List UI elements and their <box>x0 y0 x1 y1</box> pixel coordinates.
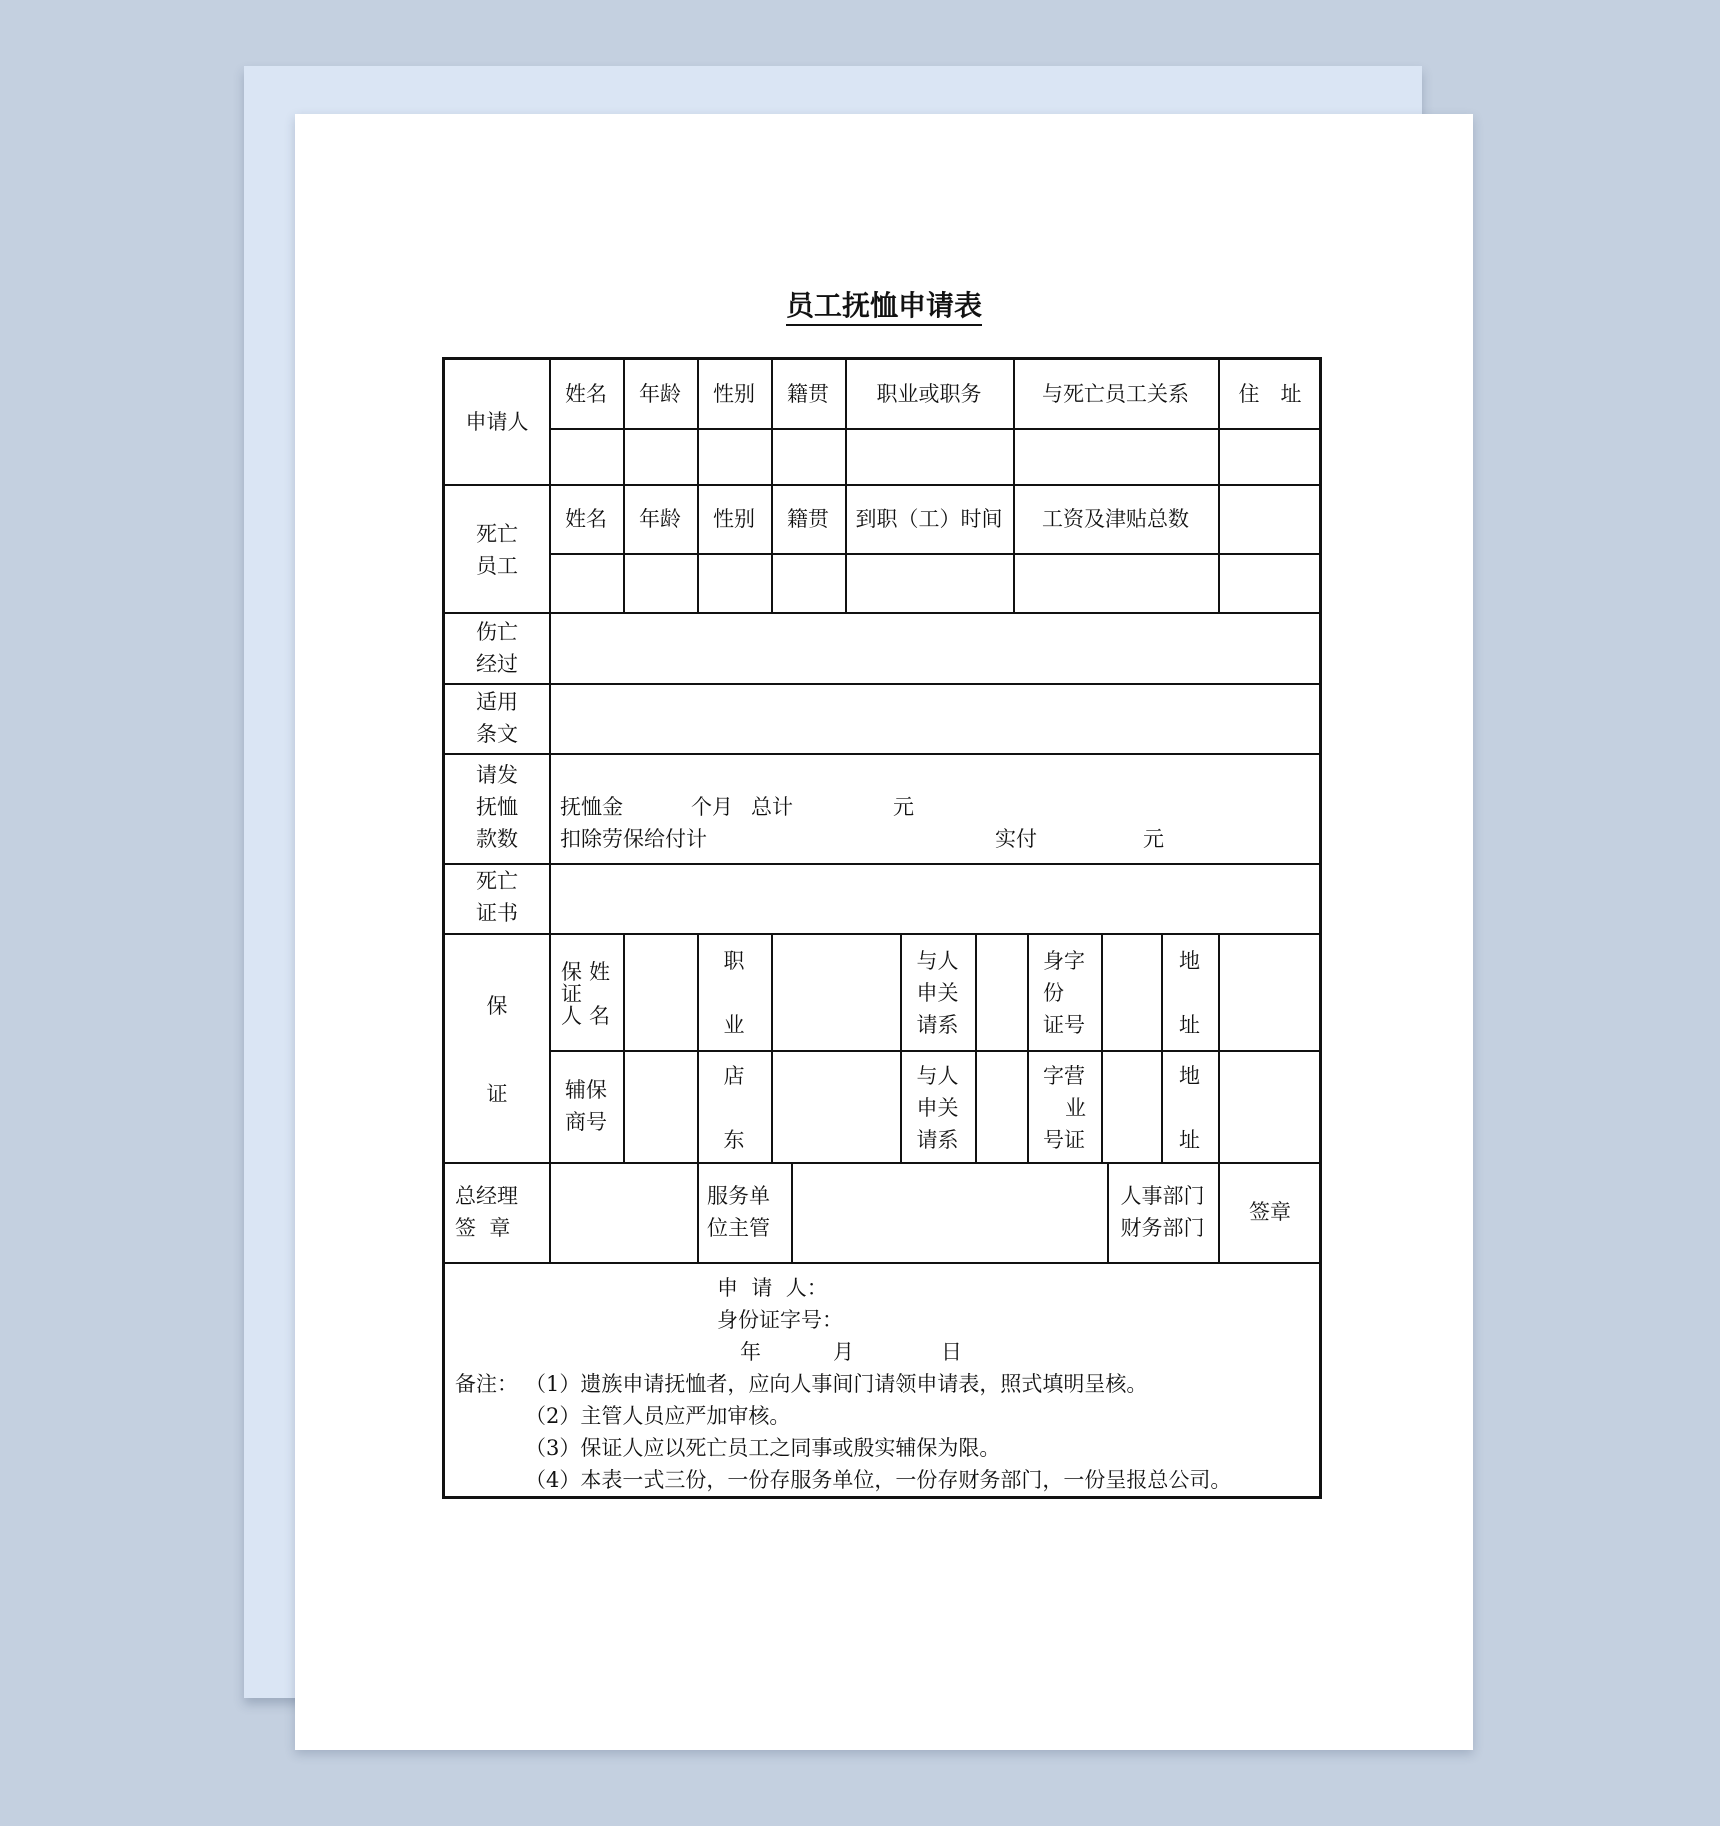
yuan-label-1: 元 <box>893 795 914 819</box>
seal-label: 签章 <box>1249 1200 1291 1224</box>
unit-supervisor-line2: 位主管 <box>707 1216 770 1240</box>
payment-label-line1: 请发 <box>476 763 518 787</box>
applicant-native-place-header: 籍贯 <box>787 382 829 406</box>
relation2-l2: 申关 <box>916 1096 959 1120</box>
deceased-salary-header: 工资及津贴总数 <box>1042 507 1189 531</box>
deceased-join-date-header: 到职（工）时间 <box>855 507 1003 531</box>
guarantee-label-top: 保 <box>486 994 508 1018</box>
deduction-label: 扣除劳保给付计 <box>560 827 707 851</box>
injury-label-line2: 经过 <box>476 652 518 676</box>
deceased-age-header: 年龄 <box>639 507 681 531</box>
footer-applicant: 申 请 人： <box>717 1276 828 1300</box>
deceased-gender-input[interactable] <box>699 555 771 612</box>
note-4: （4）本表一式三份，一份存服务单位，一份存财务部门，一份呈报总公司。 <box>525 1468 1232 1492</box>
yuan-label-2: 元 <box>1143 827 1164 851</box>
total-label: 总计 <box>751 795 793 819</box>
clause-input[interactable] <box>551 685 1322 753</box>
footer-day: 日 <box>941 1340 962 1364</box>
applicant-age-input[interactable] <box>625 430 697 484</box>
dept-label-line1: 人事部门 <box>1120 1184 1205 1208</box>
occupation-label-bottom: 业 <box>723 1013 745 1037</box>
guarantor-label-a: 保 <box>561 960 582 984</box>
footer-month: 月 <box>833 1340 854 1364</box>
pension-label: 抚恤金 <box>560 795 623 819</box>
clause-label-line1: 适用 <box>476 690 518 714</box>
applicant-occupation-header: 职业或职务 <box>876 382 982 406</box>
payment-label-line3: 款数 <box>476 827 518 851</box>
shop-relation-input[interactable] <box>977 1052 1027 1162</box>
certificate-label-line2: 证书 <box>476 901 518 925</box>
deceased-name-header: 姓名 <box>565 507 607 531</box>
deceased-join-date-input[interactable] <box>847 555 1013 612</box>
address1-bottom: 址 <box>1179 1013 1200 1037</box>
owner-label-top: 店 <box>723 1064 745 1088</box>
license-l3: 号证 <box>1043 1128 1085 1152</box>
applicant-gender-input[interactable] <box>699 430 771 484</box>
deceased-native-place-input[interactable] <box>773 555 845 612</box>
applicant-address-input[interactable] <box>1220 430 1320 484</box>
guarantor-name-input[interactable] <box>625 935 697 1050</box>
actual-pay-label: 实付 <box>995 827 1037 851</box>
applicant-name-header: 姓名 <box>565 382 607 406</box>
guarantor-address-input[interactable] <box>1220 935 1320 1050</box>
guarantor-label-d: 人 <box>561 1004 582 1028</box>
injury-process-input[interactable] <box>551 614 1322 683</box>
id-number-l2: 份 <box>1043 981 1064 1005</box>
deceased-gender-header: 性别 <box>713 507 755 531</box>
certificate-input[interactable] <box>551 865 1322 933</box>
deceased-salary-input[interactable] <box>1015 555 1218 612</box>
applicant-relation-input[interactable] <box>1015 430 1218 484</box>
guarantor-occupation-input[interactable] <box>773 935 900 1050</box>
applicant-native-place-input[interactable] <box>773 430 845 484</box>
note-1: （1）遗族申请抚恤者，应向人事间门请领申请表，照式填明呈核。 <box>525 1372 1148 1396</box>
address1-top: 地 <box>1179 949 1200 973</box>
shop-name-l2: 商号 <box>565 1110 607 1134</box>
license-l2: 业 <box>1065 1096 1086 1120</box>
note-2: （2）主管人员应严加审核。 <box>525 1404 791 1428</box>
note-3: （3）保证人应以死亡员工之同事或殷实辅保为限。 <box>525 1436 1001 1460</box>
applicant-relation-header: 与死亡员工关系 <box>1042 382 1189 406</box>
applicant-address-header: 住 址 <box>1238 382 1302 406</box>
address2-top: 地 <box>1179 1064 1200 1088</box>
relation1-l2: 申关 <box>916 981 959 1005</box>
certificate-label-line1: 死亡 <box>476 869 518 893</box>
injury-label-line1: 伤亡 <box>476 620 518 644</box>
months-label: 个月 <box>691 795 733 819</box>
form-title: 员工抚恤申请表 <box>295 284 1473 324</box>
deceased-native-place-header: 籍贯 <box>787 507 829 531</box>
shop-name-input[interactable] <box>625 1052 697 1162</box>
deceased-label-line2: 员工 <box>476 554 518 578</box>
applicant-occupation-input[interactable] <box>847 430 1013 484</box>
applicant-name-input[interactable] <box>551 430 623 484</box>
footer-id-number: 身份证字号： <box>717 1308 843 1332</box>
id-number-l1: 身字 <box>1043 949 1085 973</box>
shop-owner-input[interactable] <box>773 1052 900 1162</box>
occupation-label-top: 职 <box>723 949 745 973</box>
guarantor-label-b: 姓 <box>589 960 610 984</box>
license-l1: 字营 <box>1043 1064 1085 1088</box>
application-form-table <box>442 357 1322 1499</box>
applicant-gender-header: 性别 <box>713 382 755 406</box>
applicant-label: 申请人 <box>465 410 529 434</box>
relation2-l1: 与人 <box>916 1064 959 1088</box>
clause-label-line2: 条文 <box>476 722 518 746</box>
guarantor-id-input[interactable] <box>1103 935 1161 1050</box>
relation1-l3: 请系 <box>916 1013 959 1037</box>
guarantee-label-bottom: 证 <box>486 1082 508 1106</box>
dept-label-line2: 财务部门 <box>1120 1216 1205 1240</box>
relation1-l1: 与人 <box>916 949 959 973</box>
guarantor-relation-input[interactable] <box>977 935 1027 1050</box>
document-page <box>295 114 1473 1750</box>
shop-address-input[interactable] <box>1220 1052 1320 1162</box>
guarantor-label-e: 名 <box>589 1004 610 1028</box>
shop-name-l1: 辅保 <box>565 1078 607 1102</box>
relation2-l3: 请系 <box>916 1128 959 1152</box>
gm-label-line2: 签 章 <box>455 1216 511 1240</box>
footer-year: 年 <box>740 1340 761 1364</box>
payment-label-line2: 抚恤 <box>476 795 518 819</box>
applicant-age-header: 年龄 <box>639 382 681 406</box>
unit-supervisor-line1: 服务单 <box>707 1184 770 1208</box>
deceased-name-input[interactable] <box>551 555 623 612</box>
unit-supervisor-signature-input[interactable] <box>793 1164 1107 1262</box>
license-input[interactable] <box>1103 1052 1161 1162</box>
notes-label: 备注： <box>455 1372 518 1396</box>
gm-label-line1: 总经理 <box>455 1184 518 1208</box>
gm-signature-input[interactable] <box>551 1164 697 1262</box>
deceased-age-input[interactable] <box>625 555 697 612</box>
guarantor-label-c: 证 <box>561 982 582 1006</box>
address2-bottom: 址 <box>1179 1128 1200 1152</box>
deceased-label-line1: 死亡 <box>476 522 518 546</box>
owner-label-bottom: 东 <box>723 1128 745 1152</box>
id-number-l3: 证号 <box>1043 1013 1085 1037</box>
